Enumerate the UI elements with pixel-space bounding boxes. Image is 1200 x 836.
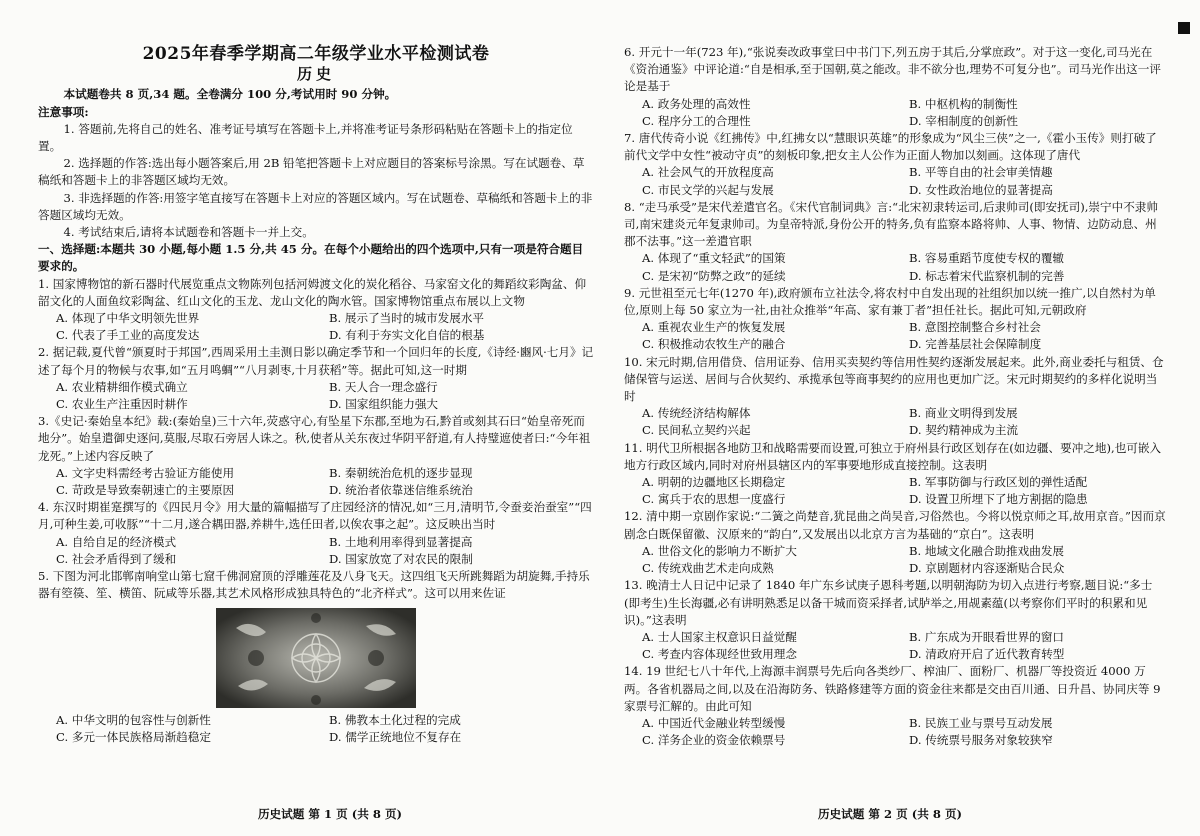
option-d: D. 契约精神成为主流 xyxy=(909,423,1019,438)
question-stem: 8. “走马承受”是宋代差遣官名。《宋代官制词典》言:“北宋初隶转运司,后隶帅司(即安抚司),崇宁中不隶帅司,南宋建炎元年复隶帅司。为皇帝特派,身份公开的特务,负有监察本路将帅、人事、物情、边防动息、州郡不法事。”这一差遣官职 xyxy=(624,199,1158,249)
option-b: B. 平等自由的社会审美情趣 xyxy=(909,165,1053,180)
question-stem: 1. 国家博物馆的新石器时代展览重点文物陈列包括河姆渡文化的炭化稻谷、马家窑文化的舞蹈纹彩陶盆、仰韶文化的人面鱼纹彩陶盆、红山文化的玉龙、龙山文化的陶水管。国家博物馆重点布展以上文物 xyxy=(38,276,587,308)
subject-title: 历史 xyxy=(296,65,335,84)
question-stem: 14. 19 世纪七八十年代,上海源丰润票号先后向各类纱厂、榨油厂、面粉厂、机器厂等投资近 4000 万两。各省机器局之间,以及在沿海防务、铁路修建等方面的资金往来都是交由百川通、日升昌、协同庆等 9 家票号汇解的。由此可知 xyxy=(624,664,1161,713)
option-c: C. 民间私立契约兴起 xyxy=(642,423,751,438)
exam-title: 2025年春季学期高二年级学业水平检测试卷 xyxy=(142,44,490,64)
option-a: A. 政务处理的高效性 xyxy=(642,96,751,111)
question-6 xyxy=(624,44,1168,130)
option-d: D. 宰相制度的创新性 xyxy=(909,113,1019,128)
option-b: B. 秦朝统治危机的逐步显现 xyxy=(329,465,473,480)
question-stem: 12. 清中期一京剧作家说:“二簧之尚楚音,犹昆曲之尚吴音,习俗然也。今将以悦京师之耳,故用京音。”因而京剧念白既保留徽、汉原来的“韵白”,又发展出以北京方言为基础的“京白”。这表明 xyxy=(624,509,1166,541)
question-stem: 11. 明代卫所根据各地防卫和战略需要而设置,可独立于府州县行政区划存在(如边疆、要冲之地),也可嵌入地方行政区域内,同时对府州县辖区内的军事要地形成直接控制。这表明 xyxy=(624,440,1162,472)
option-d: D. 有利于夯实文化自信的根基 xyxy=(329,328,485,343)
option-a: A. 体现了中华文明领先世界 xyxy=(56,311,200,326)
question-14 xyxy=(624,663,1168,749)
page-1-column xyxy=(38,40,594,746)
option-a: A. 自给自足的经济模式 xyxy=(56,534,177,549)
option-a: A. 重视农业生产的恢复发展 xyxy=(642,320,786,335)
option-a: A. 农业精耕细作模式确立 xyxy=(56,379,188,394)
option-d: D. 国家放宽了对农民的限制 xyxy=(329,551,473,566)
option-d: D. 儒学正统地位不复存在 xyxy=(329,729,462,744)
question-stem: 7. 唐代传奇小说《红拂传》中,红拂女以“慧眼识英雄”的形象成为“风尘三侠”之一,《霍小玉传》则打破了前代文学中女性“被动守贞”的刻板印象,把女主人公作为正面人物加以刻画。这体现了唐代 xyxy=(624,131,1157,163)
option-b: B. 民族工业与票号互动发展 xyxy=(909,715,1053,730)
option-c: C. 农业生产注重因时耕作 xyxy=(56,397,188,412)
option-c: C. 程序分工的合理性 xyxy=(642,113,751,128)
question-stem: 5. 下图为河北邯郸南响堂山第七窟千佛洞窟顶的浮雕莲花及八身飞天。这四组飞天所跳舞蹈为胡旋舞,手持乐器有箜篌、笙、横笛、阮咸等乐器,其艺术风格形成独具特色的“北齐样式”。这可以用来佐证 xyxy=(38,569,590,601)
question-11 xyxy=(624,440,1168,509)
option-a: A. 士人国家主权意识日益觉醒 xyxy=(642,629,797,644)
page-1-footer: 历史试题 第 1 页 (共 8 页) xyxy=(257,807,403,821)
option-c: C. 社会矛盾得到了缓和 xyxy=(56,551,177,566)
option-b: B. 展示了当时的城市发展水平 xyxy=(329,311,485,326)
question-5 xyxy=(38,568,594,746)
section-1-header: 一、选择题:本题共 30 小题,每小题 1.5 分,共 45 分。在每个小题给出的四个选项中,只有一项是符合题目要求的。 xyxy=(38,242,584,274)
option-d: D. 传统票号服务对象较狭窄 xyxy=(909,733,1053,748)
option-d: D. 设置卫所埋下了地方割据的隐患 xyxy=(909,492,1088,507)
option-c: C. 积极推动农牧生产的融合 xyxy=(642,337,786,352)
question-stem: 3.《史记·秦始皇本纪》载:(秦始皇)三十六年,荧惑守心,有坠星下东郡,至地为石,黔首或刻其石曰“始皇帝死而地分”。始皇遣御史逐问,莫服,尽取石旁居人诛之。秋,使者从关东夜过华阴平舒道,有人持璧遮使者曰:“今年祖龙死。”上述内容反映了 xyxy=(38,414,591,463)
option-c: C. 多元一体民族格局渐趋稳定 xyxy=(56,729,211,744)
option-d: D. 京剧题材内容逐渐贴合民众 xyxy=(909,561,1065,576)
question-stem: 13. 晚清士人日记中记录了 1840 年广东乡试庚子恩科考题,以明朝海防为切入点进行考察,题目说:“多士(即考生)生长海疆,必有讲明熟悉足以备干城而资采择者,试胪举之,用觇素蕴(以考察你们平时的积累和见识)。”这表明 xyxy=(624,578,1153,627)
option-c: C. 苛政是导致秦朝速亡的主要原因 xyxy=(56,483,235,498)
question-stem: 2. 据记载,夏代曾“颁夏时于邦国”,西周采用土圭测日影以确定季节和一个回归年的长度,《诗经·豳风·七月》记述了每个月的物候与农事,如“五月鸣蜩”“八月剥枣,十月获稻”等。据此可知,这一时期 xyxy=(38,345,594,377)
question-stem: 4. 东汉时期崔寔撰写的《四民月令》用大量的篇幅描写了庄园经济的情况,如“三月,清明节,令蚕妾治蚕室”“四月,可种生姜,可收豚”“十二月,遂合耦田器,养耕牛,选任田者,以俟农事之起”。这反映出当时 xyxy=(38,500,592,532)
option-c: C. 市民文学的兴起与发展 xyxy=(642,182,774,197)
question-9 xyxy=(624,285,1168,354)
option-b: B. 土地利用率得到显著提高 xyxy=(329,534,473,549)
option-c: C. 寓兵于农的思想一度盛行 xyxy=(642,492,786,507)
question-12 xyxy=(624,508,1168,577)
option-b: B. 天人合一理念盛行 xyxy=(329,379,438,394)
corner-registration-mark xyxy=(1178,22,1190,34)
question-10 xyxy=(624,354,1168,440)
option-d: D. 国家组织能力强大 xyxy=(329,397,439,412)
option-b: B. 中枢机构的制衡性 xyxy=(909,96,1018,111)
note-item: 2. 选择题的作答:选出每小题答案后,用 2B 铅笔把答题卡上对应题目的答案标号涂黑。写在试题卷、草稿纸和答题卡上的非答题区域均无效。 xyxy=(38,156,585,188)
notes-header: 注意事项: xyxy=(38,104,89,119)
option-d: D. 统治者依靠迷信维系统治 xyxy=(329,483,473,498)
page-2-column xyxy=(624,44,1168,749)
option-b: B. 军事防御与行政区划的弹性适配 xyxy=(909,475,1088,490)
question-stem: 6. 开元十一年(723 年),“张说奏改政事堂曰中书门下,列五房于其后,分掌庶政”。对于这一变化,司马光在《资治通鉴》中评论道:“自是相承,至于国朝,莫之能改。非不欲分也,理势不可复分也”。司马光作出这一评论是基于 xyxy=(624,45,1161,94)
cave-ceiling-relief-image xyxy=(216,608,416,708)
option-a: A. 明朝的边疆地区长期稳定 xyxy=(642,475,786,490)
option-b: B. 商业文明得到发展 xyxy=(909,406,1018,421)
option-a: A. 体现了“重文轻武”的国策 xyxy=(642,251,786,266)
option-d: D. 标志着宋代监察机制的完善 xyxy=(909,268,1065,283)
option-a: A. 中国近代金融业转型缓慢 xyxy=(642,715,786,730)
option-b: B. 佛教本土化过程的完成 xyxy=(329,712,461,727)
question-13 xyxy=(624,577,1168,663)
question-4 xyxy=(38,499,594,568)
question-1 xyxy=(38,276,594,345)
option-d: D. 清政府开启了近代教育转型 xyxy=(909,647,1065,662)
option-b: B. 容易重蹈节度使专权的覆辙 xyxy=(909,251,1065,266)
option-a: A. 世俗文化的影响力不断扩大 xyxy=(642,543,797,558)
option-c: C. 洋务企业的资金依赖票号 xyxy=(642,733,786,748)
option-c: C. 传统戏曲艺术走向成熟 xyxy=(642,561,774,576)
option-d: D. 女性政治地位的显著提高 xyxy=(909,182,1053,197)
note-item: 3. 非选择题的作答:用签字笔直接写在答题卡上对应的答题区域内。写在试题卷、草稿纸和答题卡上的非答题区域均无效。 xyxy=(38,190,593,222)
question-7 xyxy=(624,130,1168,199)
exam-info: 本试题卷共 8 页,34 题。全卷满分 100 分,考试用时 90 分钟。 xyxy=(63,87,397,102)
option-c: C. 是宋初“防弊之政”的延续 xyxy=(642,268,786,283)
question-8 xyxy=(624,199,1168,285)
option-d: D. 完善基层社会保障制度 xyxy=(909,337,1042,352)
question-stem: 10. 宋元时期,信用借贷、信用证券、信用买卖契约等信用性契约逐渐发展起来。此外,商业委托与租赁、仓储保管与运送、居间与合伙契约、承揽承包等商事契约的应用也更加广泛。宋元时期契约的多样化说明当时 xyxy=(624,354,1164,404)
option-b: B. 地域文化融合助推戏曲发展 xyxy=(909,543,1065,558)
question-stem: 9. 元世祖至元七年(1270 年),政府颁布立社法令,将农村中自发出现的社组织加以统一推广,以自然村为单位,原则上每 50 家立为一社,由社众推举“年高、家有兼丁者”担任社长。据此可知,元朝政府 xyxy=(624,285,1156,318)
option-a: A. 文字史料需经考古验证方能使用 xyxy=(56,465,235,480)
page-2-footer: 历史试题 第 2 页 (共 8 页) xyxy=(817,807,963,821)
option-a: A. 传统经济结构解体 xyxy=(642,406,751,421)
option-c: C. 考查内容体现经世致用理念 xyxy=(642,647,797,662)
option-c: C. 代表了手工业的高度发达 xyxy=(56,328,200,343)
option-a: A. 中华文明的包容性与创新性 xyxy=(56,712,211,727)
question-3 xyxy=(38,413,594,499)
option-a: A. 社会风气的开放程度高 xyxy=(642,165,774,180)
note-item: 1. 答题前,先将自己的姓名、准考证号填写在答题卡上,并将准考证号条形码粘贴在答题卡上的指定位置。 xyxy=(38,121,573,154)
option-b: B. 意图控制整合乡村社会 xyxy=(909,320,1041,335)
question-2 xyxy=(38,344,594,413)
option-b: B. 广东成为开眼看世界的窗口 xyxy=(909,629,1065,644)
note-item: 4. 考试结束后,请将本试题卷和答题卡一并上交。 xyxy=(63,225,314,240)
